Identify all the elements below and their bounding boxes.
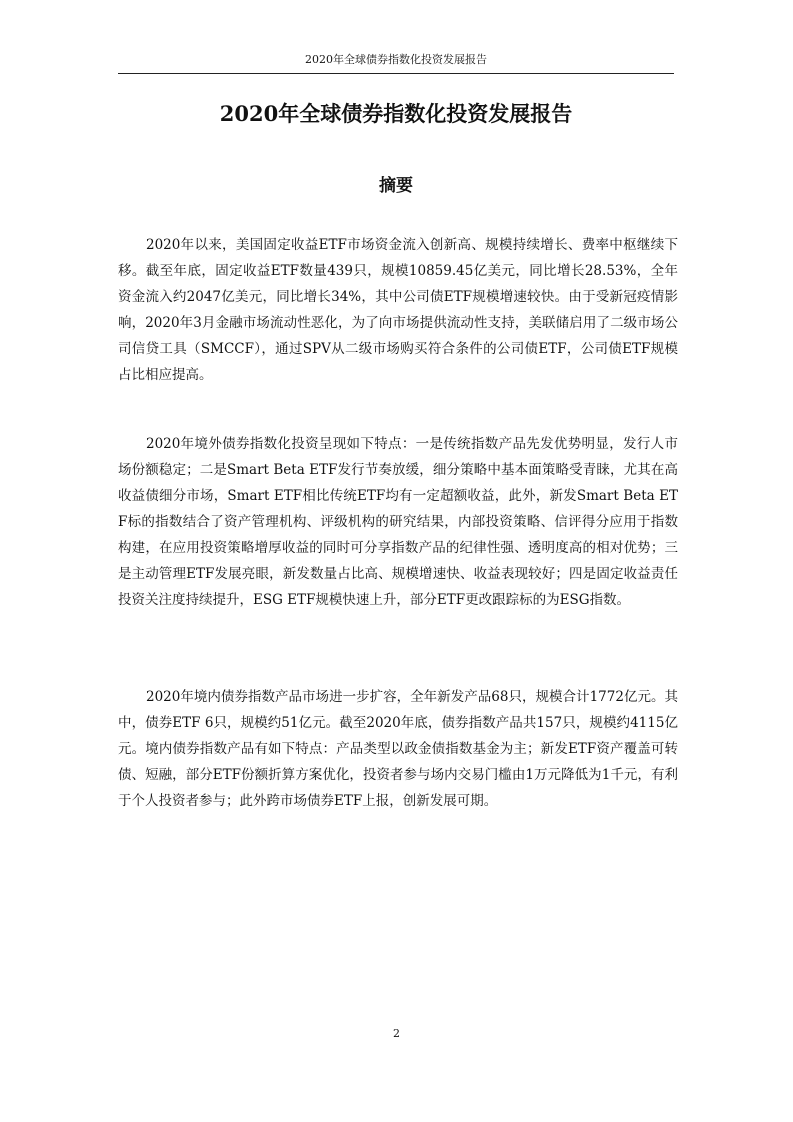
page-number: 2 [393,1027,400,1040]
abstract-paragraph-overseas-features: 2020年境外债券指数化投资呈现如下特点：一是传统指数产品先发优势明显，发行人市场份额稳定；二是Smart Beta ETF发行节奏放缓，细分策略中基本面策略受青睐，尤其在高收益债细分市场，Smart ETF相比传统ETF均有一定超额收益，此外，新发Smart Beta ETF标的指数结合了资产管理机构、评级机构的研究结果，内部投资策略、信评得分应用于指数构建，在应用投资策略增厚收益的同时可分享指数产品的纪律性强、透明度高的相对优势；三是主动管理ETF发展亮眼，新发数量占比高、规模增速快、收益表现较好；四是固定收益责任投资关注度持续提升，ESG ETF规模快速上升，部分ETF更改跟踪标的为ESG指数。 [118,436,678,608]
running-header: 2020年全球债券指数化投资发展报告 [118,52,674,74]
abstract-paragraph-domestic-market: 2020年境内债券指数产品市场进一步扩容，全年新发产品68只，规模合计1772亿元。其中，债券ETF 6只，规模约51亿元。截至2020年底，债券指数产品共157只，规模约4115亿元。境内债券指数产品有如下特点：产品类型以政金债指数基金为主；新发ETF资产覆盖可转债、短融，部分ETF份额折算方案优化，投资者参与场内交易门槛由1万元降低为1千元，有利于个人投资者参与；此外跨市场债券ETF上报，创新发展可期。 [118,689,678,809]
document-title: 2020年全球债券指数化投资发展报告 [219,101,573,126]
abstract-paragraph-us-market: 2020年以来，美国固定收益ETF市场资金流入创新高、规模持续增长、费率中枢继续下移。截至年底，固定收益ETF数量439只，规模10859.45亿美元，同比增长28.53%，全年资金流入约2047亿美元，同比增长34%，其中公司债ETF规模增速较快。由于受新冠疫情影响，2020年3月金融市场流动性恶化，为了向市场提供流动性支持，美联储启用了二级市场公司信贷工具（SMCCF），通过SPV从二级市场购买符合条件的公司债ETF，公司债ETF规模占比相应提高。 [118,237,678,383]
abstract-heading: 摘要 [379,176,413,196]
